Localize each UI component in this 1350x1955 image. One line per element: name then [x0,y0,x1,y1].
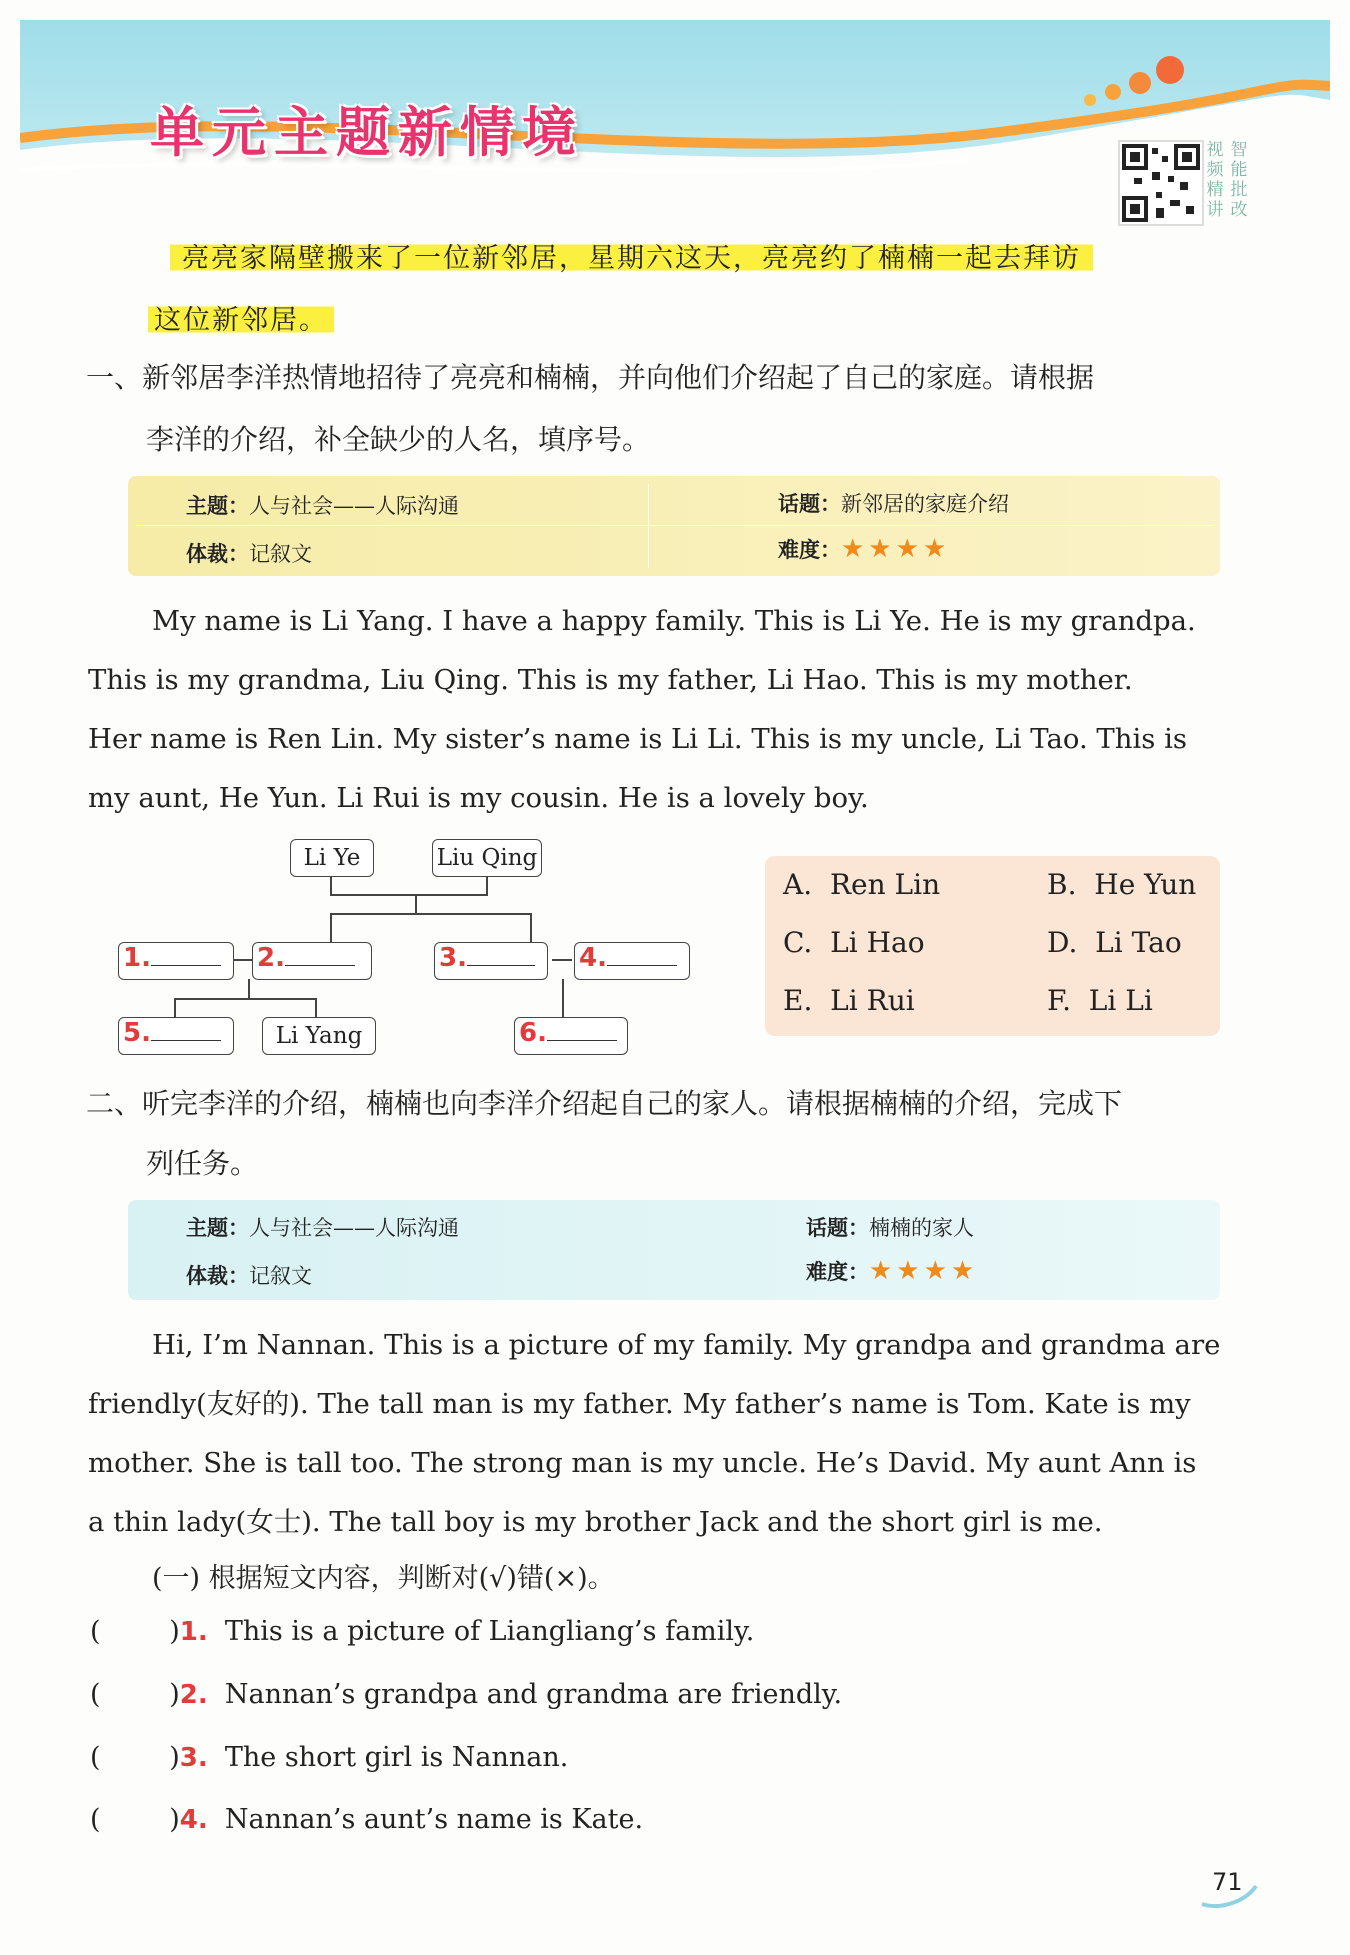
question-text: Nannan’s grandpa and grandma are friendly. [224,1679,843,1710]
qr-label: 改 [1230,200,1248,220]
subtask-title: (一) 根据短文内容，判断对(√)错(×)。 [152,1563,615,1594]
tree-box-grandpa: Li Ye [290,839,374,877]
page-title: 单元主题新情境 [150,101,584,164]
question-text: Nannan’s aunt’s name is Kate. [224,1804,644,1835]
tree-blank-1[interactable]: 1. [118,942,234,980]
genre-value: 记叙文 [249,1264,312,1288]
option-a: A. Ren Lin [783,868,941,901]
genre-value: 记叙文 [249,542,312,566]
section1-info-box [128,476,1220,576]
tree-box-grandma: Liu Qing [432,839,542,877]
answer-paren[interactable]: ( ) [90,1679,180,1710]
question-4 [90,1804,1190,1835]
qr-label: 视 [1206,140,1224,160]
qr-label: 批 [1230,180,1248,200]
answer-paren[interactable]: ( ) [90,1804,180,1835]
option-f: F. Li Li [1047,984,1153,1017]
passage-line: My name is Li Yang. I have a happy family. This is Li Ye. He is my grandpa. [152,605,1196,637]
theme-label: 主题： [186,494,249,518]
question-text: The short girl is Nannan. [224,1742,569,1773]
question-1 [90,1616,1190,1647]
question-number: 1. [179,1617,208,1647]
option-c: C. Li Hao [783,926,925,959]
intro-line-1: 亮亮家隔壁搬来了一位新邻居，星期六这天，亮亮约了楠楠一起去拜访 [170,236,1093,275]
passage-line: Her name is Ren Lin. My sister’s name is Li Li. This is my uncle, Li Tao. This is [88,723,1188,755]
passage-line: mother. She is tall too. The strong man is my uncle. He’s David. My aunt Ann is [88,1447,1197,1479]
tree-blank-2[interactable]: 2. [252,942,372,980]
question-3 [90,1742,1190,1773]
question-number: 2. [179,1680,208,1710]
qr-label: 精 [1206,180,1224,200]
topic-label: 话题： [778,492,841,516]
section2-passage [88,1316,1266,1552]
theme-value: 人与社会——人际沟通 [249,1216,459,1240]
section2-info-box [128,1200,1220,1300]
topic-value: 楠楠的家人 [869,1216,974,1240]
passage-line: a thin lady(女士). The tall boy is my brother Jack and the short girl is me. [88,1506,1103,1538]
answer-paren[interactable]: ( ) [90,1742,180,1773]
section2-heading-line-2: 列任务。 [146,1147,259,1180]
passage-line: my aunt, He Yun. Li Rui is my cousin. He is a lovely boy. [88,782,869,814]
qr-labels [1204,140,1256,224]
option-d: D. Li Tao [1047,926,1182,959]
tree-blank-6[interactable]: 6. [514,1017,628,1055]
qr-label: 频 [1206,160,1224,180]
page-number: 71 [1212,1868,1243,1896]
qr-code-icon[interactable] [1118,140,1204,226]
question-number: 3. [179,1743,208,1773]
section2-heading-line-1: 二、听完李洋的介绍，楠楠也向李洋介绍起自己的家人。请根据楠楠的介绍，完成下 [86,1087,1123,1120]
option-e: E. Li Rui [783,984,915,1017]
options-box [765,856,1220,1036]
question-text: This is a picture of Liangliang’s family. [224,1616,755,1647]
option-b: B. He Yun [1047,868,1197,901]
tree-blank-4[interactable]: 4. [574,942,690,980]
difficulty-label: 难度： [806,1260,869,1284]
page-number-swoosh [1200,1880,1260,1910]
section1-heading-line-1: 一、新邻居李洋热情地招待了亮亮和楠楠，并向他们介绍起了自己的家庭。请根据 [86,361,1095,394]
qr-label: 能 [1230,160,1248,180]
family-tree [110,835,710,1065]
topic-value: 新邻居的家庭介绍 [841,492,1009,516]
qr-label: 讲 [1206,200,1224,220]
topic-label: 话题： [806,1216,869,1240]
difficulty-stars: ★★★★ [869,1256,979,1286]
theme-label: 主题： [186,1216,249,1240]
genre-label: 体裁： [186,542,249,566]
qr-label: 智 [1230,140,1248,160]
tree-blank-5[interactable]: 5. [118,1017,234,1055]
genre-label: 体裁： [186,1264,249,1288]
difficulty-label: 难度： [778,538,841,562]
difficulty-stars: ★★★★ [841,534,951,564]
tree-blank-3[interactable]: 3. [434,942,548,980]
section1-heading-line-2: 李洋的介绍，补全缺少的人名，填序号。 [146,423,651,456]
question-2 [90,1679,1190,1710]
theme-value: 人与社会——人际沟通 [249,494,459,518]
passage-line: This is my grandma, Liu Qing. This is my father, Li Hao. This is my mother. [88,664,1133,696]
tree-box-self: Li Yang [262,1017,376,1055]
passage-line: friendly(友好的). The tall man is my father. My father’s name is Tom. Kate is my [88,1388,1191,1420]
question-number: 4. [179,1805,208,1835]
intro-line-2: 这位新邻居。 [148,298,334,337]
answer-paren[interactable]: ( ) [90,1616,180,1647]
section1-passage [88,592,1266,828]
passage-line: Hi, I’m Nannan. This is a picture of my family. My grandpa and grandma are [152,1329,1221,1361]
